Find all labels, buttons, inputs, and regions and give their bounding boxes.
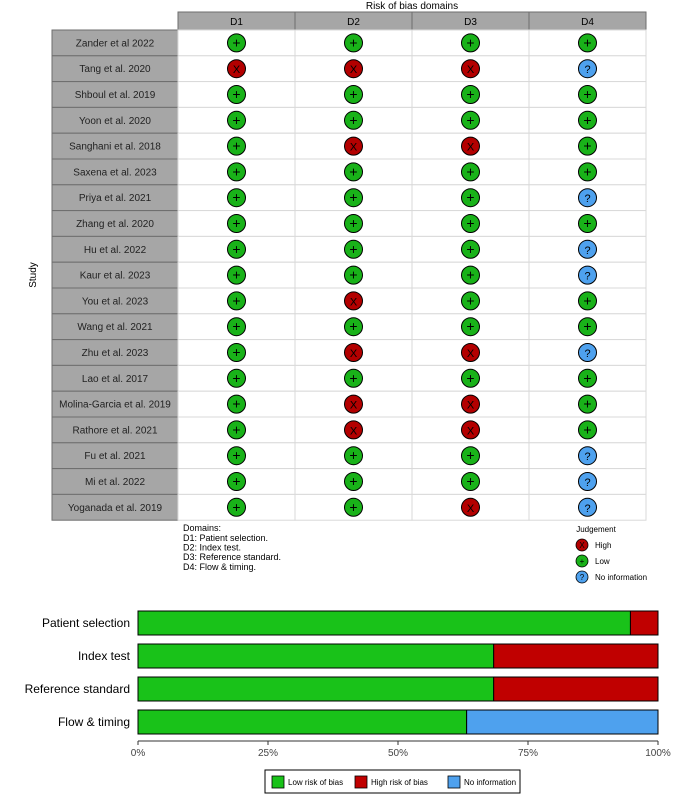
judgement-symbol: +	[466, 189, 475, 206]
judgement-symbol: +	[583, 421, 592, 438]
study-label: Lao et al. 2017	[81, 373, 149, 385]
study-label: Tang et al. 2020	[79, 64, 151, 76]
study-label: Zander et al 2022	[75, 38, 155, 50]
judgement-symbol: ?	[584, 451, 591, 464]
bar-legend-swatch	[272, 776, 284, 788]
judgement-symbol: +	[232, 318, 241, 335]
judgement-symbol: +	[349, 111, 358, 128]
judgement-symbol: +	[466, 473, 475, 489]
domain-legend-item: D1: Patient selection.	[183, 533, 269, 543]
judgement-symbol: +	[349, 447, 358, 464]
judgement-symbol: +	[232, 215, 241, 231]
judgement-symbol: +	[232, 498, 241, 515]
judgement-symbol: +	[583, 163, 592, 180]
bar-category-label: Flow & timing	[57, 715, 130, 729]
summary-bar-chart	[25, 611, 671, 793]
judgement-symbol: X	[349, 296, 358, 309]
judgement-symbol: +	[349, 215, 358, 231]
judgement-symbol: +	[232, 421, 241, 438]
judgement-symbol: +	[232, 447, 241, 464]
judgement-symbol: +	[349, 266, 358, 283]
judgement-symbol: +	[583, 215, 592, 231]
judgement-symbol: +	[232, 473, 241, 489]
judgement-symbol: +	[466, 447, 475, 464]
judgement-symbol: X	[466, 64, 475, 77]
judgement-symbol: +	[583, 86, 592, 102]
judgement-symbol: +	[466, 34, 475, 51]
judgement-symbol: X	[466, 425, 475, 438]
study-label: You et al. 2023	[81, 296, 149, 308]
traffic-light-title: Risk of bias domains	[365, 1, 459, 12]
legend-symbol: +	[579, 557, 585, 566]
judgement-symbol: +	[232, 189, 241, 206]
bar-category-label: Reference standard	[24, 682, 130, 696]
study-label: Shboul et al. 2019	[74, 90, 156, 101]
study-label: Molina-Garcia et al. 2019	[59, 399, 171, 411]
judgement-symbol: ?	[584, 502, 591, 515]
judgement-symbol: +	[232, 395, 241, 412]
bar-segment-low-risk-of-bias	[138, 677, 494, 701]
bar-segment-high-risk-of-bias	[630, 611, 658, 635]
judgement-symbol: X	[466, 141, 475, 154]
legend-label: High	[595, 541, 612, 550]
x-tick-label: 50%	[387, 748, 409, 759]
judgement-symbol: +	[466, 111, 475, 128]
domain-legend-item: D2: Index test.	[183, 542, 242, 553]
judgement-symbol: +	[349, 369, 358, 386]
study-label: Yoganada et al. 2019	[67, 502, 163, 514]
domain-header-label: D2	[347, 17, 360, 28]
judgement-symbol: +	[349, 240, 358, 257]
study-label: Priya et al. 2021	[78, 193, 152, 205]
legend-label: Low	[595, 557, 610, 566]
bar-segment-no-information	[467, 710, 658, 734]
judgement-symbol: +	[349, 34, 358, 51]
judgement-symbol: X	[349, 64, 358, 77]
judgement-symbol: +	[466, 240, 475, 257]
judgement-symbol: +	[349, 473, 358, 489]
judgement-symbol: ?	[584, 348, 591, 360]
judgement-symbol: +	[583, 318, 592, 335]
domain-legend-item: D4: Flow & timing.	[183, 561, 257, 572]
judgement-symbol: +	[466, 163, 475, 180]
judgement-symbol: +	[232, 369, 241, 386]
judgement-symbol: +	[349, 498, 358, 515]
bar-segment-low-risk-of-bias	[138, 611, 630, 635]
judgement-symbol: +	[232, 163, 241, 180]
study-label: Hu et al. 2022	[83, 244, 147, 256]
study-label: Yoon et al. 2020	[79, 115, 151, 127]
bar-segment-high-risk-of-bias	[494, 677, 658, 701]
judgement-symbol: +	[349, 86, 358, 102]
judgement-symbol: X	[349, 399, 358, 412]
judgement-symbol: X	[466, 502, 475, 515]
legend-label: No information	[595, 573, 648, 582]
judgement-symbol: ?	[584, 270, 591, 283]
study-label: Saxena et al. 2023	[73, 167, 157, 179]
study-label: Wang et al. 2021	[77, 322, 153, 334]
judgement-symbol: +	[232, 86, 241, 102]
judgement-symbol: X	[232, 64, 241, 77]
judgement-symbol: ?	[584, 193, 591, 206]
judgement-symbol: ?	[584, 244, 591, 257]
domain-header-label: D4	[581, 17, 594, 28]
judgement-symbol: +	[349, 318, 358, 335]
traffic-light-grid	[52, 12, 646, 520]
judgement-legend	[576, 525, 647, 583]
study-label: Mi et al. 2022	[84, 477, 146, 488]
judgement-symbol: X	[349, 141, 358, 154]
judgement-symbol: +	[466, 266, 475, 283]
bar-category-label: Patient selection	[41, 616, 130, 630]
judgement-symbol: +	[583, 395, 592, 412]
study-label: Sanghani et al. 2018	[69, 141, 161, 153]
judgement-symbol: +	[466, 369, 475, 386]
bar-legend-label: Low risk of bias	[288, 778, 344, 787]
x-tick-label: 100%	[645, 748, 671, 759]
judgement-symbol: +	[232, 266, 241, 283]
judgement-symbol: +	[232, 292, 241, 309]
judgement-symbol: X	[349, 348, 358, 360]
study-label: Zhu et al. 2023	[81, 348, 149, 359]
bar-legend-label: No information	[464, 778, 517, 787]
study-label: Rathore et al. 2021	[72, 425, 158, 437]
x-tick-label: 75%	[517, 748, 539, 759]
judgement-symbol: +	[349, 189, 358, 206]
bar-segment-high-risk-of-bias	[494, 644, 658, 668]
x-tick-label: 25%	[257, 748, 279, 759]
legend-symbol: ?	[579, 573, 585, 582]
judgement-symbol: +	[232, 111, 241, 128]
judgement-symbol: ?	[584, 477, 591, 489]
judgement-symbol: X	[466, 399, 475, 412]
judgement-symbol: +	[466, 86, 475, 102]
judgement-symbol: X	[349, 425, 358, 438]
study-label: Kaur et al. 2023	[79, 270, 151, 282]
judgement-symbol: +	[583, 137, 592, 154]
domain-legend-item: D3: Reference standard.	[183, 552, 282, 563]
judgement-symbol: +	[583, 111, 592, 128]
judgement-symbol: +	[583, 34, 592, 51]
judgement-symbol: +	[466, 215, 475, 231]
judgement-symbol: X	[466, 348, 475, 360]
judgement-symbol: +	[583, 292, 592, 309]
judgement-symbol: +	[232, 344, 241, 360]
domain-header-label: D1	[230, 17, 243, 28]
study-label: Fu et al. 2021	[84, 451, 146, 463]
bar-segment-low-risk-of-bias	[138, 644, 494, 668]
bar-category-label: Index test	[77, 649, 130, 663]
judgement-legend-title: Judgement	[576, 525, 616, 534]
domain-header-label: D3	[464, 17, 477, 28]
judgement-symbol: +	[583, 369, 592, 386]
y-axis-label: Study	[28, 262, 39, 288]
x-tick-label: 0%	[130, 748, 146, 759]
legend-symbol: X	[579, 541, 585, 550]
judgement-symbol: +	[466, 292, 475, 309]
bar-legend-label: High risk of bias	[371, 778, 428, 787]
judgement-symbol: ?	[584, 64, 591, 77]
judgement-symbol: +	[466, 318, 475, 335]
judgement-symbol: +	[349, 163, 358, 180]
domain-legend	[183, 523, 281, 572]
judgement-symbol: +	[232, 34, 241, 51]
bar-segment-low-risk-of-bias	[138, 710, 467, 734]
domain-legend-title: Domains:	[183, 523, 222, 533]
study-label: Zhang et al. 2020	[76, 219, 154, 230]
bar-legend-swatch	[355, 776, 367, 788]
bar-legend-swatch	[448, 776, 460, 788]
judgement-symbol: +	[232, 137, 241, 154]
judgement-symbol: +	[232, 240, 241, 257]
